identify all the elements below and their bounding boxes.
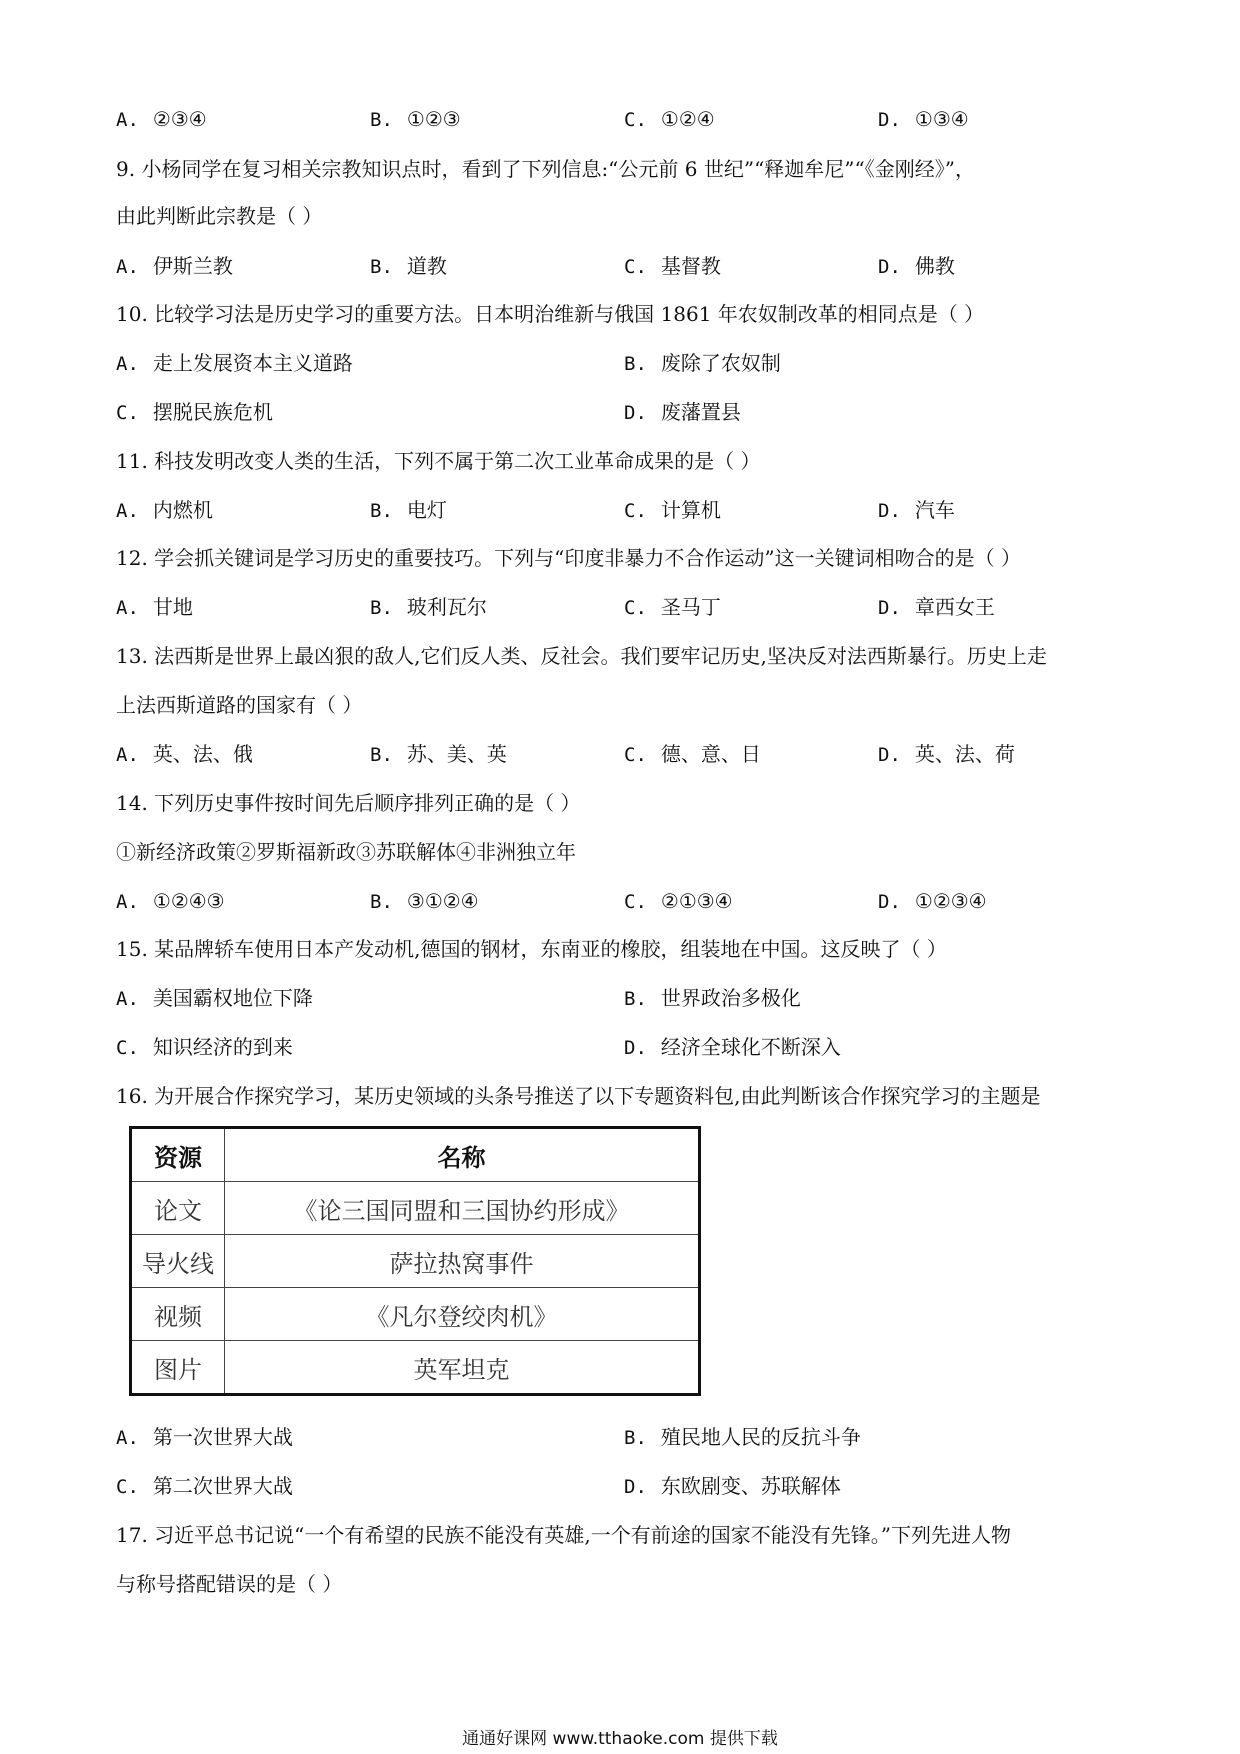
q12-option-b: B. 玻利瓦尔 <box>370 595 487 619</box>
table-row <box>131 1182 700 1235</box>
q14-option-a: A. ①②④③ <box>116 889 225 913</box>
q13-option-c: C. 德、意、日 <box>624 742 761 766</box>
q11-option-b: B. 电灯 <box>370 498 447 522</box>
q14-events: ①新经济政策②罗斯福新政③苏联解体④非洲独立年 <box>116 840 576 864</box>
q10-stem: 10. 比较学习法是历史学习的重要方法。日本明治维新与俄国 1861 年农奴制改革的相同点是（ ） <box>116 302 985 326</box>
table-cell: 《凡尔登绞肉机》 <box>225 1288 700 1341</box>
q16-option-c: C. 第二次世界大战 <box>116 1474 293 1498</box>
q17-stem-line1: 17. 习近平总书记说“一个有希望的民族不能没有英雄,一个有前途的国家不能没有先锋。”下列先进人物 <box>116 1523 1011 1547</box>
q11-option-d: D. 汽车 <box>878 498 955 522</box>
q8-option-a: A. ②③④ <box>116 107 207 131</box>
q14-stem: 14. 下列历史事件按时间先后顺序排列正确的是（ ） <box>116 791 581 815</box>
q12-stem: 12. 学会抓关键词是学习历史的重要技巧。下列与“印度非暴力不合作运动”这一关键词相吻合的是（ ） <box>116 546 1021 570</box>
table-header-row <box>131 1128 700 1182</box>
table-header-cell: 资源 <box>131 1128 225 1182</box>
q9-option-a: A. 伊斯兰教 <box>116 254 233 278</box>
q15-option-c: C. 知识经济的到来 <box>116 1035 293 1059</box>
table-row <box>131 1288 700 1341</box>
table-cell: 萨拉热窝事件 <box>225 1235 700 1288</box>
table-cell: 图片 <box>131 1341 225 1395</box>
q15-option-b: B. 世界政治多极化 <box>624 986 801 1010</box>
table-cell: 英军坦克 <box>225 1341 700 1395</box>
q9-option-d: D. 佛教 <box>878 254 955 278</box>
q14-option-c: C. ②①③④ <box>624 889 733 913</box>
q9-option-c: C. 基督教 <box>624 254 721 278</box>
q14-option-b: B. ③①②④ <box>370 889 479 913</box>
q16-option-a: A. 第一次世界大战 <box>116 1425 293 1449</box>
q8-option-b: B. ①②③ <box>370 107 461 131</box>
q9-stem-line2: 由此判断此宗教是（ ） <box>116 204 323 228</box>
q10-option-b: B. 废除了农奴制 <box>624 351 781 375</box>
q11-option-a: A. 内燃机 <box>116 498 213 522</box>
q14-option-d: D. ①②③④ <box>878 889 987 913</box>
q11-option-c: C. 计算机 <box>624 498 721 522</box>
q8-option-c: C. ①②④ <box>624 107 715 131</box>
table-cell: 论文 <box>131 1182 225 1235</box>
q10-option-d: D. 废藩置县 <box>624 400 741 424</box>
table-header-cell: 名称 <box>225 1128 700 1182</box>
q9-option-b: B. 道教 <box>370 254 447 278</box>
q12-option-c: C. 圣马丁 <box>624 595 721 619</box>
q11-stem: 11. 科技发明改变人类的生活，下列不属于第二次工业革命成果的是（ ） <box>116 449 761 473</box>
q10-option-c: C. 摆脱民族危机 <box>116 400 273 424</box>
q16-option-d: D. 东欧剧变、苏联解体 <box>624 1474 841 1498</box>
q10-option-a: A. 走上发展资本主义道路 <box>116 351 353 375</box>
q16-stem: 16. 为开展合作探究学习，某历史领域的头条号推送了以下专题资料包,由此判断该合作探究学习的主题是 <box>116 1084 1041 1108</box>
q16-option-b: B. 殖民地人民的反抗斗争 <box>624 1425 861 1449</box>
q16-resource-table <box>129 1126 701 1396</box>
q17-stem-line2: 与称号搭配错误的是（ ） <box>116 1572 343 1596</box>
table-cell: 导火线 <box>131 1235 225 1288</box>
page-footer: 通通好课网 www.tthaoke.com 提供下载 <box>462 1729 778 1749</box>
q15-option-d: D. 经济全球化不断深入 <box>624 1035 841 1059</box>
q8-option-d: D. ①③④ <box>878 107 969 131</box>
table-cell: 《论三国同盟和三国协约形成》 <box>225 1182 700 1235</box>
q9-stem-line1: 9. 小杨同学在复习相关宗教知识点时，看到了下列信息:“公元前 6 世纪”“释迦牟尼”“《金刚经》”， <box>116 157 975 181</box>
table-row <box>131 1341 700 1395</box>
q12-option-a: A. 甘地 <box>116 595 193 619</box>
q13-stem-line1: 13. 法西斯是世界上最凶狠的敌人,它们反人类、反社会。我们要牢记历史,坚决反对法西斯暴行。历史上走 <box>116 644 1047 668</box>
q13-option-a: A. 英、法、俄 <box>116 742 253 766</box>
q13-option-d: D. 英、法、荷 <box>878 742 1015 766</box>
q15-stem: 15. 某品牌轿车使用日本产发动机,德国的钢材，东南亚的橡胶，组装地在中国。这反映了（ ） <box>116 937 947 961</box>
table-row <box>131 1235 700 1288</box>
q13-stem-line2: 上法西斯道路的国家有（ ） <box>116 693 363 717</box>
q13-option-b: B. 苏、美、英 <box>370 742 507 766</box>
q12-option-d: D. 章西女王 <box>878 595 995 619</box>
table-cell: 视频 <box>131 1288 225 1341</box>
q15-option-a: A. 美国霸权地位下降 <box>116 986 313 1010</box>
